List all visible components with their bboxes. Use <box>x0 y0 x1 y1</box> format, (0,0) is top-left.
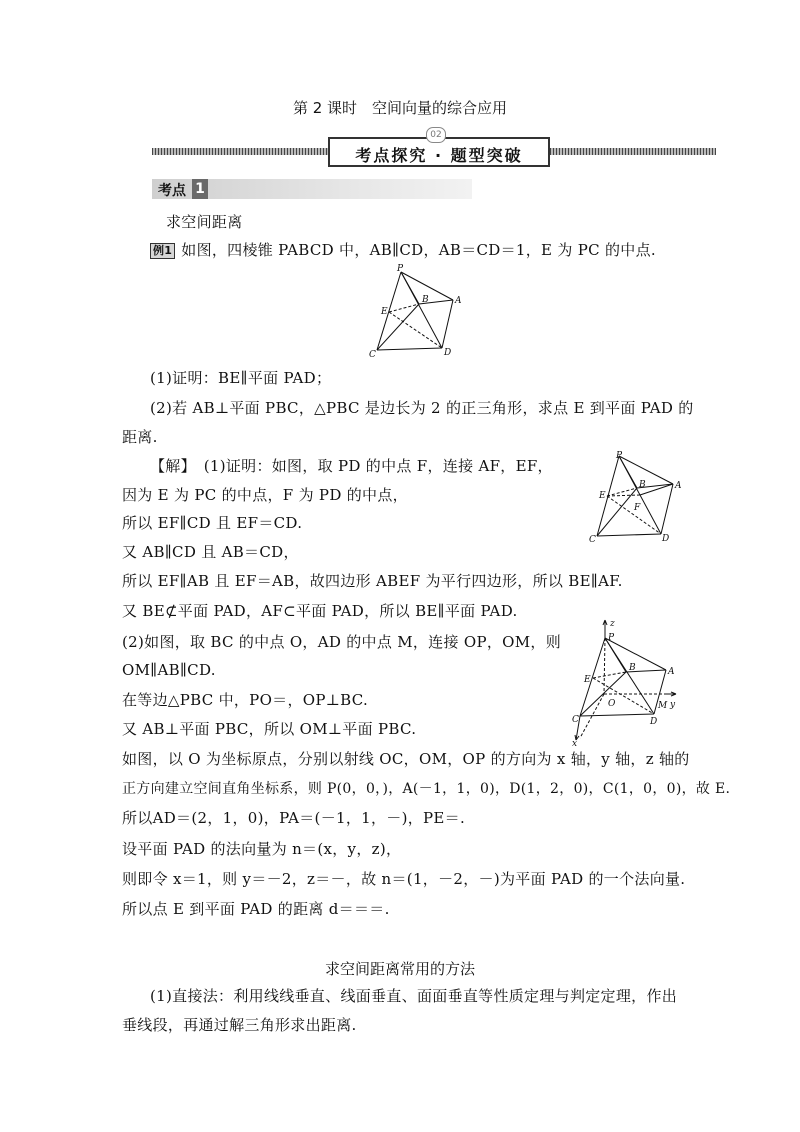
solution-line-5: 所以 EF∥AB 且 EF＝AB，故四边形 ABEF 为平行四边形，所以 BE∥AF. <box>122 572 623 590</box>
banner-rule-right <box>550 148 716 155</box>
solution-line-7: (2)如图，取 BC 的中点 O，AD 的中点 M，连接 OP，OM，则 <box>122 633 561 651</box>
fig3-label-z: z <box>610 619 615 629</box>
fig2-label-p: P <box>616 451 623 461</box>
fig3-label-d: D <box>650 717 658 727</box>
solution-line-3: 所以 EF∥CD 且 EF＝CD. <box>122 514 303 532</box>
fig2-label-e: E <box>599 491 606 501</box>
figure-pyramid-2 <box>585 450 695 550</box>
banner-rule-left <box>152 148 328 155</box>
fig3-label-c: C <box>572 715 579 725</box>
question-1: (1)证明：BE∥平面 PAD； <box>150 369 332 387</box>
fig2-label-a: A <box>675 481 682 491</box>
fig1-label-e: E <box>381 307 388 317</box>
topic-number: 1 <box>192 179 208 199</box>
topic-title: 求空间距离 <box>166 213 243 231</box>
fig3-label-e: E <box>584 675 591 685</box>
fig3-label-x: x <box>572 739 578 748</box>
method-heading: 求空间距离常用的方法 <box>324 960 475 978</box>
figure-pyramid-1 <box>365 262 475 362</box>
figure-pyramid-3 <box>566 616 691 748</box>
fig1-label-d: D <box>444 348 452 358</box>
solution-line-2: 因为 E 为 PC 的中点，F 为 PD 的中点， <box>122 486 408 504</box>
fig3-label-b: B <box>629 663 636 673</box>
fig2-label-d: D <box>662 534 670 544</box>
fig1-label-p: P <box>397 264 404 274</box>
fig1-label-a: A <box>455 296 462 306</box>
example-statement-line <box>150 240 656 260</box>
fig3-label-o: O <box>608 699 616 709</box>
solution-line-12: 正方向建立空间直角坐标系，则 P(0，0，)，A(－1，1，0)，D(1，2，0)，C(1，0，0)，故 E. <box>122 781 731 797</box>
solution-line-1: 【解】 (1)证明：如图，取 PD 的中点 F，连接 AF，EF， <box>150 457 553 475</box>
fig1-label-c: C <box>369 350 376 360</box>
fig3-label-a: A <box>668 667 675 677</box>
example-statement: 如图，四棱锥 PABCD 中，AB∥CD，AB＝CD＝1，E 为 PC 的中点. <box>181 241 656 259</box>
solution-line-9: 在等边△PBC 中，PO＝，OP⊥BC. <box>122 691 369 709</box>
fig2-label-b: B <box>639 480 646 490</box>
fig2-label-f: F <box>634 503 641 513</box>
lesson-title: 第 2 课时 空间向量的综合应用 <box>292 99 508 117</box>
solution-line-6: 又 BE⊄平面 PAD，AF⊂平面 PAD，所以 BE∥平面 PAD. <box>122 602 518 620</box>
fig1-label-b: B <box>422 295 429 305</box>
fig3-label-p: P <box>608 633 615 643</box>
question-2-line1: (2)若 AB⊥平面 PBC，△PBC 是边长为 2 的正三角形，求点 E 到平面 PAD 的 <box>150 399 694 417</box>
fig3-label-y: y <box>670 700 676 710</box>
solution-line-10: 又 AB⊥平面 PBC，所以 OM⊥平面 PBC. <box>122 720 417 738</box>
topic-label: 考点 <box>158 183 186 199</box>
section-banner: 考点探究 · 题型突破 <box>355 146 523 165</box>
example-badge: 例1 <box>150 243 175 259</box>
section-number-badge: 02 <box>426 127 446 143</box>
fig2-label-c: C <box>589 535 596 545</box>
fig3-label-m: M <box>658 701 668 711</box>
question-2-line2: 距离. <box>122 428 158 446</box>
method-line-2: 垂线段，再通过解三角形求出距离. <box>122 1016 357 1034</box>
solution-line-11: 如图，以 O 为坐标原点，分别以射线 OC，OM，OP 的方向为 x 轴，y 轴，z 轴的 <box>122 750 690 768</box>
method-line-1: (1)直接法：利用线线垂直、线面垂直、面面垂直等性质定理与判定定理，作出 <box>150 987 678 1005</box>
solution-line-8: OM∥AB∥CD. <box>122 661 216 679</box>
solution-line-4: 又 AB∥CD 且 AB＝CD， <box>122 543 299 561</box>
solution-line-15: 则即令 x＝1，则 y＝－2，z＝－，故 n＝(1，－2，－)为平面 PAD 的一个法向量. <box>122 870 686 888</box>
solution-line-14: 设平面 PAD 的法向量为 n＝(x，y，z)， <box>122 840 402 858</box>
solution-line-13: 所以AD＝(2，1，0)，PA＝(－1，1，－)，PE＝. <box>122 809 466 827</box>
solution-line-16: 所以点 E 到平面 PAD 的距离 d＝＝＝. <box>122 900 390 918</box>
